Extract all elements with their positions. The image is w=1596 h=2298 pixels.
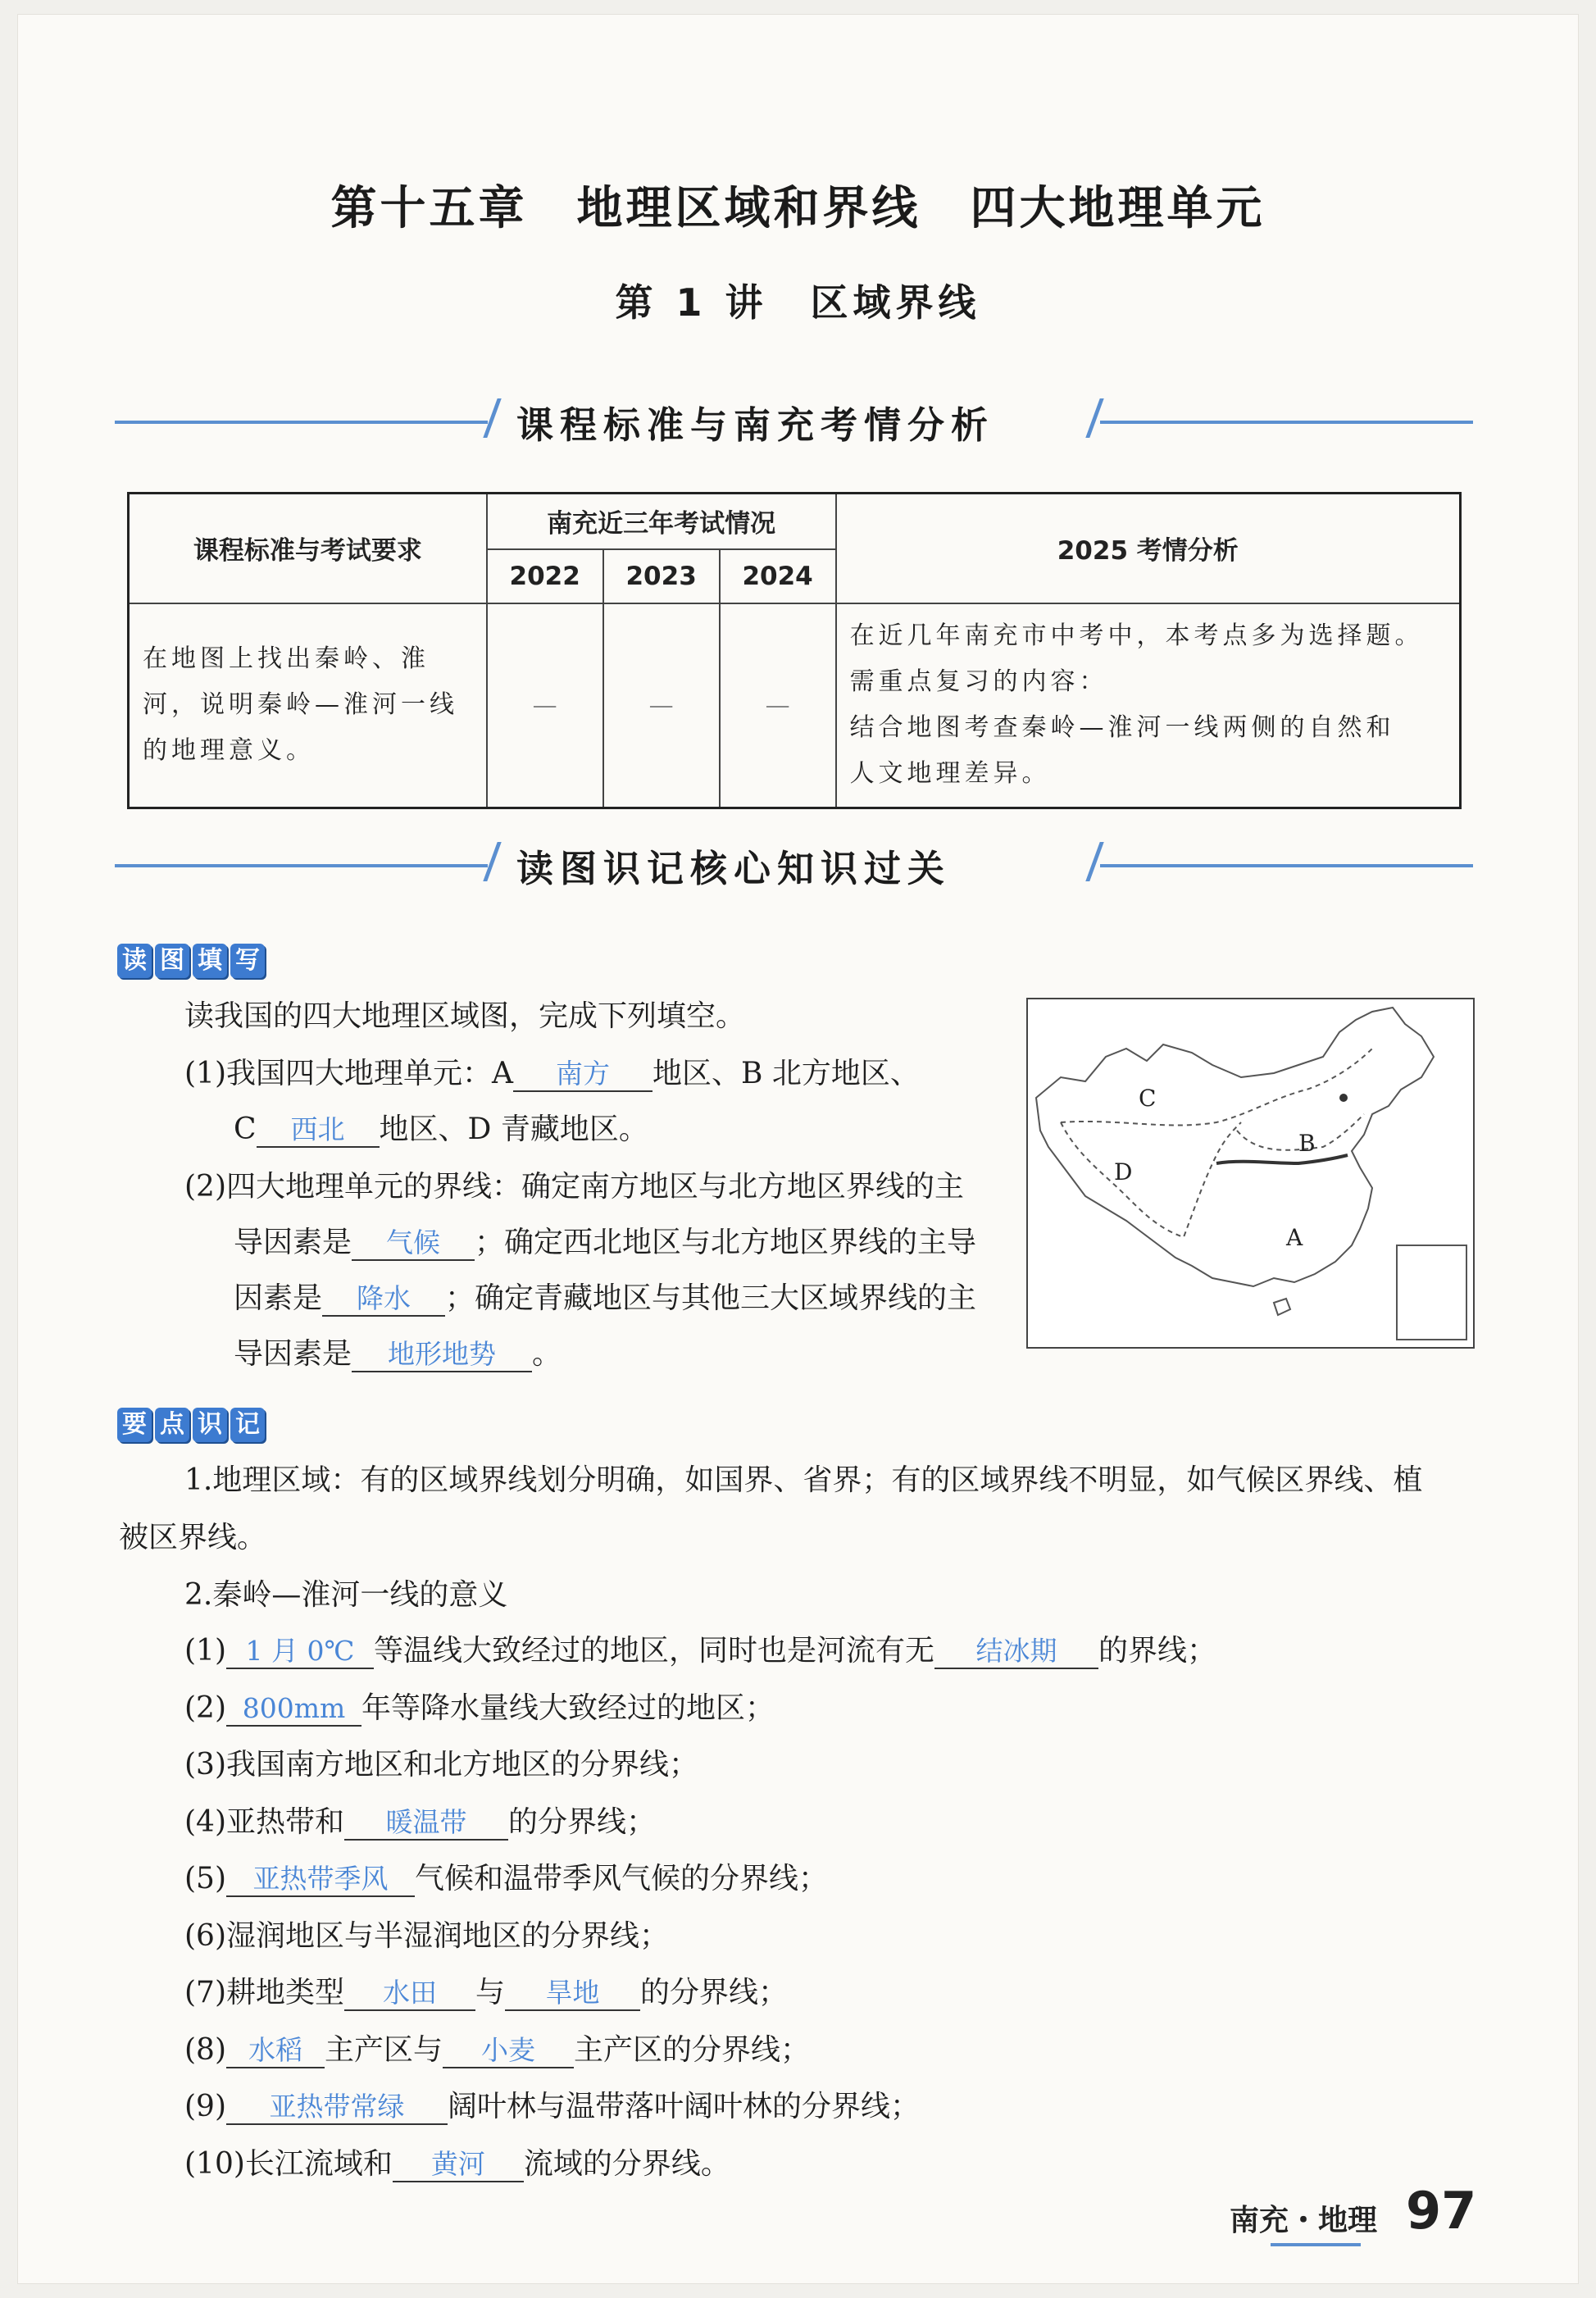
analysis-line: 结合地图考查秦岭—淮河一线两侧的自然和: [849, 713, 1395, 743]
china-regions-map: [1026, 998, 1475, 1349]
item-text: (7)耕地类型: [184, 1976, 344, 2009]
tag-read-map-fill: [117, 944, 268, 978]
item-text: 流域的分界线。: [523, 2146, 730, 2181]
question-text: ；确定西北地区与北方地区界线的主导: [475, 1226, 977, 1259]
question-2-line2: [234, 1226, 976, 1261]
boundary-north-northwest: [1061, 1049, 1372, 1126]
question-text: ；确定青藏地区与其他三大区域界线的主: [445, 1281, 977, 1315]
question-text: 地区、B 北方地区、: [652, 1057, 920, 1090]
map-intro: 读我国的四大地理区域图，完成下列填空。: [184, 999, 746, 1033]
answer-precipitation: 降水: [322, 1282, 445, 1317]
item-text: 的界线；: [1098, 1634, 1217, 1668]
tag-char: 读: [117, 944, 152, 978]
list-item: [184, 1692, 775, 1727]
list-item: [184, 1635, 1216, 1669]
analysis-line: 人文地理差异。: [849, 759, 1051, 789]
item-text: 的分界线；: [640, 1976, 789, 2009]
item-answer: 黄河: [393, 2148, 524, 2182]
section-rule-left: [115, 421, 488, 424]
item-text: (2): [184, 1691, 226, 1725]
tag-char: 要: [117, 1408, 152, 1442]
page-number: 97: [1406, 2181, 1477, 2241]
list-item: [184, 2091, 920, 2125]
requirement-line: 河，说明秦岭—淮河一线: [143, 690, 458, 720]
question-text: 地区、D 青藏地区。: [379, 1113, 648, 1146]
list-item: [184, 1977, 788, 2011]
analysis-line: 在近几年南充市中考中，本考点多为选择题。: [849, 621, 1424, 651]
south-china-inset: [1397, 1245, 1466, 1340]
question-2-line1: (2)四大地理单元的界线：确定南方地区与北方地区界线的主: [184, 1170, 964, 1204]
item-text: 等温线大致经过的地区，同时也是河流有无: [374, 1634, 935, 1668]
item-text: 主产区的分界线；: [574, 2032, 811, 2067]
list-item: [184, 2034, 810, 2068]
table-header-requirement: 课程标准与考试要求: [129, 494, 487, 603]
table-year-2022: 2022: [487, 549, 603, 603]
table-header-analysis: 2025 考情分析: [836, 494, 1461, 603]
map-label-b: B: [1298, 1130, 1316, 1157]
tag-char: 记: [230, 1408, 265, 1442]
tag-key-points: [117, 1408, 268, 1442]
tag-char: 写: [230, 944, 265, 978]
item-answer: 水田: [344, 1977, 475, 2011]
list-item: [184, 2148, 730, 2182]
item-answer: 1 月 0℃: [226, 1635, 374, 1669]
question-text: 。: [532, 1337, 562, 1371]
question-text: 因素是: [234, 1281, 323, 1315]
list-item: [184, 1920, 669, 1953]
answer-northwest: 西北: [257, 1113, 380, 1148]
list-item: [184, 1863, 828, 1897]
item-text: (10)长江流域和: [184, 2146, 393, 2181]
map-label-c: C: [1139, 1085, 1157, 1112]
section-rule-right: [1100, 864, 1473, 867]
section-rule-right: [1100, 421, 1473, 424]
chapter-title: 第十五章 地理区域和界线 四大地理单元: [330, 182, 1266, 235]
item-answer: 亚热带常绿: [226, 2091, 448, 2125]
item-text: (9): [184, 2090, 226, 2123]
table-cell-2024: —: [720, 603, 836, 808]
section-rule-left: [115, 864, 488, 867]
boundary-tibet: [1061, 1122, 1241, 1237]
answer-terrain: 地形地势: [352, 1338, 532, 1372]
point-1-line1: 1.地理区域：有的区域界线划分明确，如国界、省界；有的区域界线不明显，如气候区界线、植: [184, 1463, 1423, 1497]
item-text: (8): [184, 2032, 226, 2067]
section-title: 课程标准与南充考情分析: [516, 403, 995, 447]
table-header-recent-exams: 南充近三年考试情况: [487, 494, 836, 549]
item-answer: 结冰期: [934, 1635, 1098, 1669]
footer-underline: [1271, 2243, 1361, 2246]
tag-char: 识: [193, 1408, 227, 1442]
item-answer: 小麦: [443, 2034, 574, 2068]
question-text: C: [234, 1113, 257, 1146]
analysis-line: 需重点复习的内容：: [849, 667, 1108, 697]
table-cell-requirement: [129, 603, 487, 808]
item-text: 年等降水量线大致经过的地区；: [361, 1691, 775, 1725]
point-1-line2: 被区界线。: [119, 1521, 267, 1554]
map-svg: [1028, 999, 1473, 1347]
tag-char: 图: [155, 944, 189, 978]
item-text: 与: [475, 1976, 506, 2009]
question-2-line3: [234, 1282, 976, 1317]
section-title: 读图识记核心知识过关: [516, 847, 952, 890]
point-2-title: 2.秦岭—淮河一线的意义: [184, 1578, 508, 1612]
country-outline: [1036, 1008, 1434, 1286]
item-answer: 亚热带季风: [226, 1863, 415, 1897]
item-answer: 水稻: [226, 2034, 325, 2068]
item-text: 阔叶林与温带落叶阔叶林的分界线；: [448, 2090, 921, 2123]
table-cell-analysis: [836, 603, 1461, 808]
item-text: (6)湿润地区与半湿润地区的分界线；: [184, 1918, 669, 1953]
question-text: 导因素是: [234, 1226, 352, 1259]
item-answer: 800mm: [226, 1692, 361, 1727]
item-text: (5): [184, 1862, 226, 1895]
item-answer: 旱地: [505, 1977, 640, 2011]
beijing-marker: [1339, 1094, 1348, 1102]
list-item: [184, 1806, 656, 1841]
table-year-2024: 2024: [720, 549, 836, 603]
table-cell-2022: —: [487, 603, 603, 808]
hainan-island: [1274, 1299, 1290, 1315]
item-answer: 暖温带: [344, 1806, 508, 1841]
question-text: 导因素是: [234, 1337, 352, 1371]
table-year-2023: 2023: [603, 549, 720, 603]
question-1-line1: [184, 1058, 920, 1092]
item-text: (4)亚热带和: [184, 1804, 344, 1839]
requirement-line: 在地图上找出秦岭、淮: [143, 644, 430, 674]
qinling-huaihe-line: [1216, 1155, 1348, 1163]
answer-south: 南方: [513, 1058, 652, 1092]
answer-climate: 气候: [352, 1226, 475, 1261]
item-text: (3)我国南方地区和北方地区的分界线；: [184, 1748, 698, 1782]
map-label-a: A: [1286, 1224, 1303, 1251]
item-text: 的分界线；: [508, 1804, 657, 1839]
map-label-d: D: [1114, 1158, 1133, 1185]
tag-char: 点: [155, 1408, 189, 1442]
tag-char: 填: [193, 944, 227, 978]
item-text: 气候和温带季风气候的分界线；: [415, 1862, 829, 1895]
question-2-line4: [234, 1338, 562, 1372]
lecture-title: 第 1 讲 区域界线: [615, 280, 981, 325]
table-cell-2023: —: [603, 603, 720, 808]
footer-subject: 南充・地理: [1230, 2204, 1378, 2237]
question-1-line2: [234, 1113, 648, 1148]
exam-analysis-table: [127, 492, 1462, 809]
list-item: [184, 1749, 698, 1782]
item-text: 主产区与: [325, 2032, 443, 2067]
item-text: (1): [184, 1634, 226, 1668]
requirement-line: 的地理意义。: [143, 736, 315, 766]
question-text: (1)我国四大地理单元：A: [184, 1057, 513, 1090]
